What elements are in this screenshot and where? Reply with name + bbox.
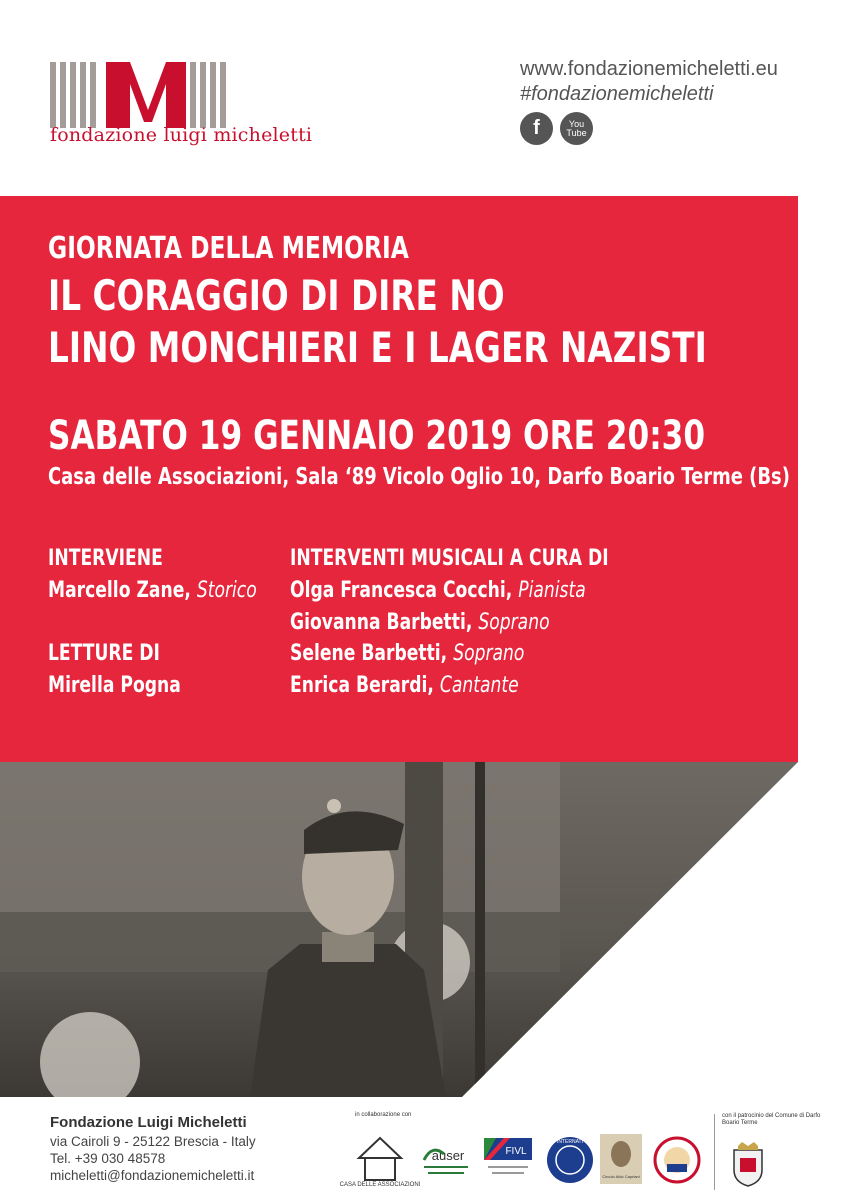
auser-logo [418, 1130, 473, 1188]
musician-role: Cantante [439, 673, 519, 698]
footer-address: via Cairoli 9 - 25122 Brescia - Italy [50, 1134, 256, 1149]
footer-email[interactable]: micheletti@fondazionemicheletti.it [50, 1168, 255, 1183]
partner-seal-logo [652, 1130, 702, 1188]
facebook-icon[interactable]: f [520, 112, 553, 145]
fivl-logo-text: FIVL [505, 1146, 527, 1157]
speaker-role: Storico [196, 578, 257, 603]
portrait-photo [0, 762, 798, 1097]
patronage-label: con il patrocinio del Comune di Darfo Boario Terme [722, 1113, 821, 1126]
fivl-logo [482, 1130, 537, 1188]
youtube-label-bottom: Tube [566, 127, 587, 138]
music-heading: INTERVENTI MUSICALI A CURA DI [290, 546, 609, 571]
speaker-heading: INTERVIENE [48, 546, 163, 571]
musician-role: Pianista [518, 578, 586, 603]
event-kicker: GIORNATA DELLA MEMORIA [48, 231, 409, 266]
musician-entry [290, 673, 519, 698]
casa-delle-associazioni-logo [339, 1130, 421, 1188]
footer-org-name: Fondazione Luigi Micheletti [50, 1114, 247, 1131]
musician-role: Soprano [478, 610, 550, 635]
reader-name: Mirella Pogna [48, 673, 181, 698]
auser-logo-text: auser [431, 1148, 465, 1163]
event-venue: Casa delle Associazioni, Sala ‘89 Vicolo Oglio 10, Darfo Boario Terme (Bs) [48, 464, 790, 490]
musician-name: Selene Barbetti, [290, 641, 448, 666]
circolo-logo-text: Circolo Aldo Capriani [602, 1174, 640, 1179]
footer-divider [714, 1114, 715, 1190]
speaker-name: Marcello Zane, [48, 578, 191, 603]
readings-heading: LETTURE DI [48, 641, 160, 666]
youtube-icon[interactable] [560, 112, 593, 145]
musician-name: Giovanna Barbetti, [290, 610, 473, 635]
website-link[interactable]: www.fondazionemicheletti.eu [520, 58, 778, 80]
youtube-label-top: You [568, 118, 585, 129]
casa-logo-text: CASA DELLE ASSOCIAZIONI [339, 1182, 421, 1188]
musician-entry [290, 578, 586, 603]
darfo-coat-of-arms [728, 1140, 768, 1188]
circolo-aldo-capriani-logo [598, 1130, 644, 1188]
hashtag: #fondazionemicheletti [520, 83, 714, 105]
musician-name: Olga Francesca Cocchi, [290, 578, 513, 603]
event-title-line1: IL CORAGGIO DI DIRE NO [48, 271, 505, 320]
event-title-line2: LINO MONCHIERI E I LAGER NAZISTI [48, 323, 707, 372]
musician-entry [290, 610, 550, 635]
musician-name: Enrica Berardi, [290, 673, 434, 698]
speaker-entry [48, 578, 257, 603]
logo-wordmark: fondazione luigi micheletti [50, 124, 313, 146]
collaboration-label: in collaborazione con [355, 1112, 412, 1118]
anei-logo [545, 1130, 595, 1188]
musician-role: Soprano [453, 641, 525, 666]
anei-logo-text: INTERNATI [556, 1139, 584, 1145]
event-date: SABATO 19 GENNAIO 2019 ORE 20:30 [48, 413, 706, 459]
footer-phone: Tel. +39 030 48578 [50, 1151, 166, 1166]
musician-entry [290, 641, 524, 666]
micheletti-logo-mark [50, 62, 230, 128]
